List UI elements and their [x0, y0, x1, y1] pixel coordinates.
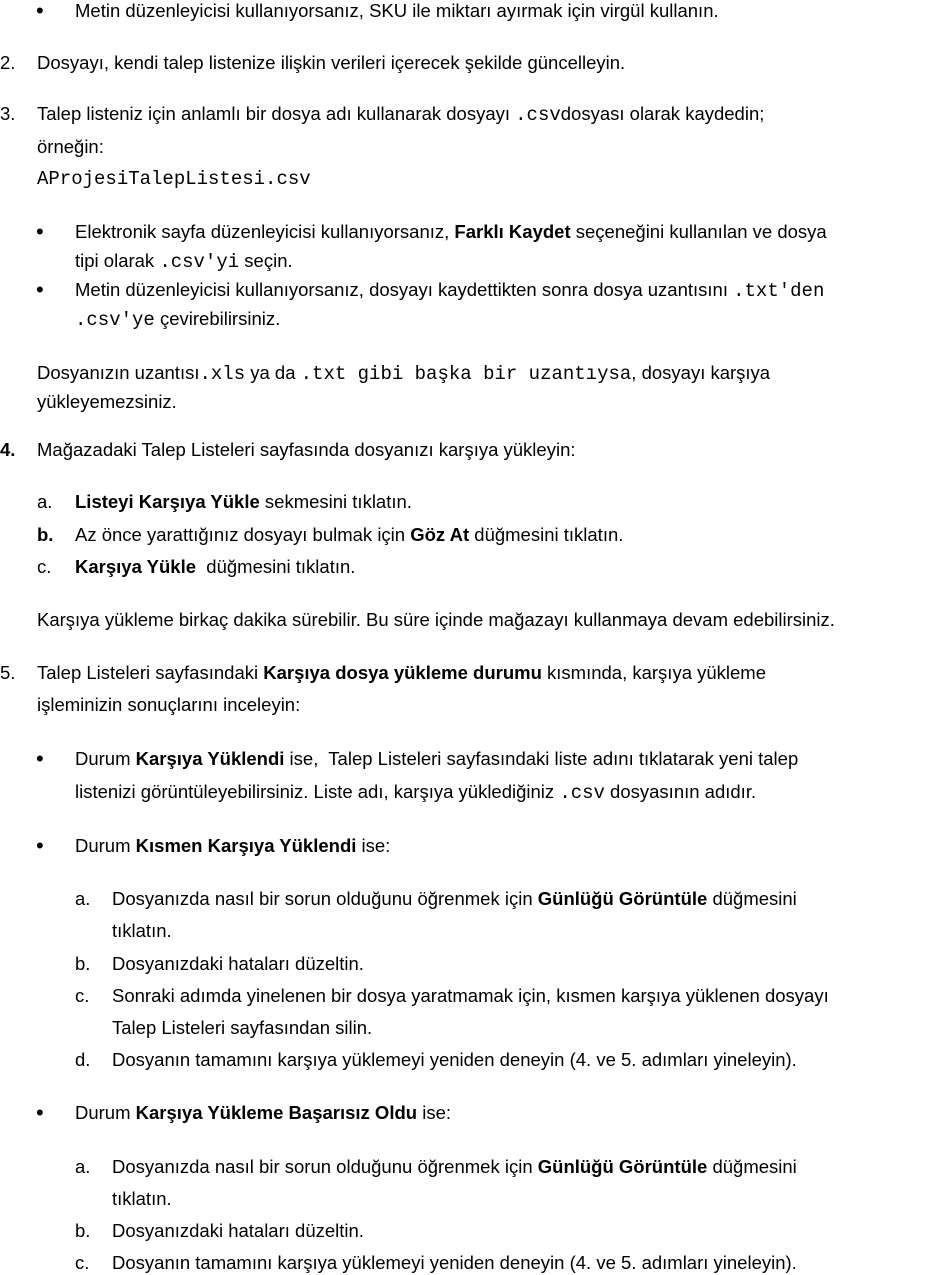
substep-text: Dosyanızdaki hataları düzeltin.	[112, 953, 364, 974]
bullet-text: Durum Karşıya Yüklendi ise, Talep Listeleri sayfasındaki liste adını tıklatarak yeni talep	[75, 748, 799, 769]
bullet-text: Elektronik sayfa düzenleyicisi kullanıyorsanız, Farklı Kaydet seçeneğini kullanılan ve dosya	[75, 221, 827, 242]
substep-text: Az önce yarattığınız dosyayı bulmak için Göz At düğmesini tıklatın.	[75, 524, 624, 545]
step-text: Talep Listeleri sayfasındaki Karşıya dosya yükleme durumu kısmında, karşıya yükleme	[37, 662, 767, 683]
substep-text: Talep Listeleri sayfasından silin.	[112, 1017, 373, 1038]
bullet-text: Durum Kısmen Karşıya Yüklendi ise:	[75, 835, 391, 856]
substep-letter: a.	[37, 491, 53, 512]
step-number: 3.	[0, 103, 16, 124]
substep-text: Sonraki adımda yinelenen bir dosya yaratmamak için, kısmen karşıya yüklenen dosyayı	[112, 985, 829, 1006]
bullet-icon: •	[36, 219, 44, 244]
substep-text: Dosyanın tamamını karşıya yüklemeyi yeniden deneyin (4. ve 5. adımları yineleyin).	[112, 1049, 797, 1070]
note-text: yükleyemezsiniz.	[37, 391, 177, 412]
bullet-text: listenizi görüntüleyebilirsiniz. Liste adı, karşıya yüklediğiniz .csv dosyasının adıdır.	[75, 781, 757, 804]
substep-letter: d.	[75, 1049, 91, 1070]
substep-text: Dosyanın tamamını karşıya yüklemeyi yeniden deneyin (4. ve 5. adımları yineleyin).	[112, 1252, 797, 1273]
step-number: 5.	[0, 662, 16, 683]
substep-text: tıklatın.	[112, 1188, 172, 1209]
substep-letter: b.	[75, 1220, 91, 1241]
bullet-text: Metin düzenleyicisi kullanıyorsanız, dosyayı kaydettikten sonra dosya uzantısını .txt'den	[75, 279, 825, 302]
substep-letter: a.	[75, 1156, 91, 1177]
substep-letter: a.	[75, 888, 91, 909]
substep-letter: b.	[75, 953, 91, 974]
substep-text: Dosyanızda nasıl bir sorun olduğunu öğrenmek için Günlüğü Görüntüle düğmesini	[112, 888, 797, 909]
substep-text: Listeyi Karşıya Yükle sekmesini tıklatın.	[75, 491, 412, 512]
step-text: örneğin:	[37, 136, 104, 157]
bullet-text: tipi olarak .csv'yi seçin.	[75, 250, 293, 273]
step-number: 2.	[0, 52, 16, 73]
bullet-icon: •	[36, 746, 44, 771]
bullet-icon: •	[36, 0, 44, 23]
bullet-text: Metin düzenleyicisi kullanıyorsanız, SKU ile miktarı ayırmak için virgül kullanın.	[75, 0, 719, 21]
substep-letter: c.	[37, 556, 52, 577]
substep-text: Karşıya Yükle düğmesini tıklatın.	[75, 556, 356, 577]
substep-text: Dosyanızdaki hataları düzeltin.	[112, 1220, 364, 1241]
example-filename: AProjesiTalepListesi.csv	[37, 168, 311, 190]
bullet-text: .csv'ye çevirebilirsiniz.	[75, 308, 281, 331]
step-number: 4.	[0, 439, 16, 460]
bullet-icon: •	[36, 833, 44, 858]
step-text: Mağazadaki Talep Listeleri sayfasında dosyanızı karşıya yükleyin:	[37, 439, 576, 460]
substep-text: tıklatın.	[112, 920, 172, 941]
substep-text: Dosyanızda nasıl bir sorun olduğunu öğrenmek için Günlüğü Görüntüle düğmesini	[112, 1156, 797, 1177]
substep-letter: c.	[75, 1252, 90, 1273]
bullet-icon: •	[36, 1100, 44, 1125]
step-text: Talep listeniz için anlamlı bir dosya adı kullanarak dosyayı .csvdosyası olarak kaydedin;	[37, 103, 765, 126]
note-text: Dosyanızın uzantısı.xls ya da .txt gibi başka bir uzantıysa, dosyayı karşıya	[37, 362, 771, 385]
substep-letter: c.	[75, 985, 90, 1006]
step-text: işleminizin sonuçlarını inceleyin:	[37, 694, 301, 715]
note-text: Karşıya yükleme birkaç dakika sürebilir. Bu süre içinde mağazayı kullanmaya devam edebilirsiniz.	[37, 609, 835, 630]
bullet-icon: •	[36, 277, 44, 302]
bullet-text: Durum Karşıya Yükleme Başarısız Oldu ise:	[75, 1102, 452, 1123]
substep-letter: b.	[37, 524, 54, 545]
step-text: Dosyayı, kendi talep listenize ilişkin verileri içerecek şekilde güncelleyin.	[37, 52, 626, 73]
